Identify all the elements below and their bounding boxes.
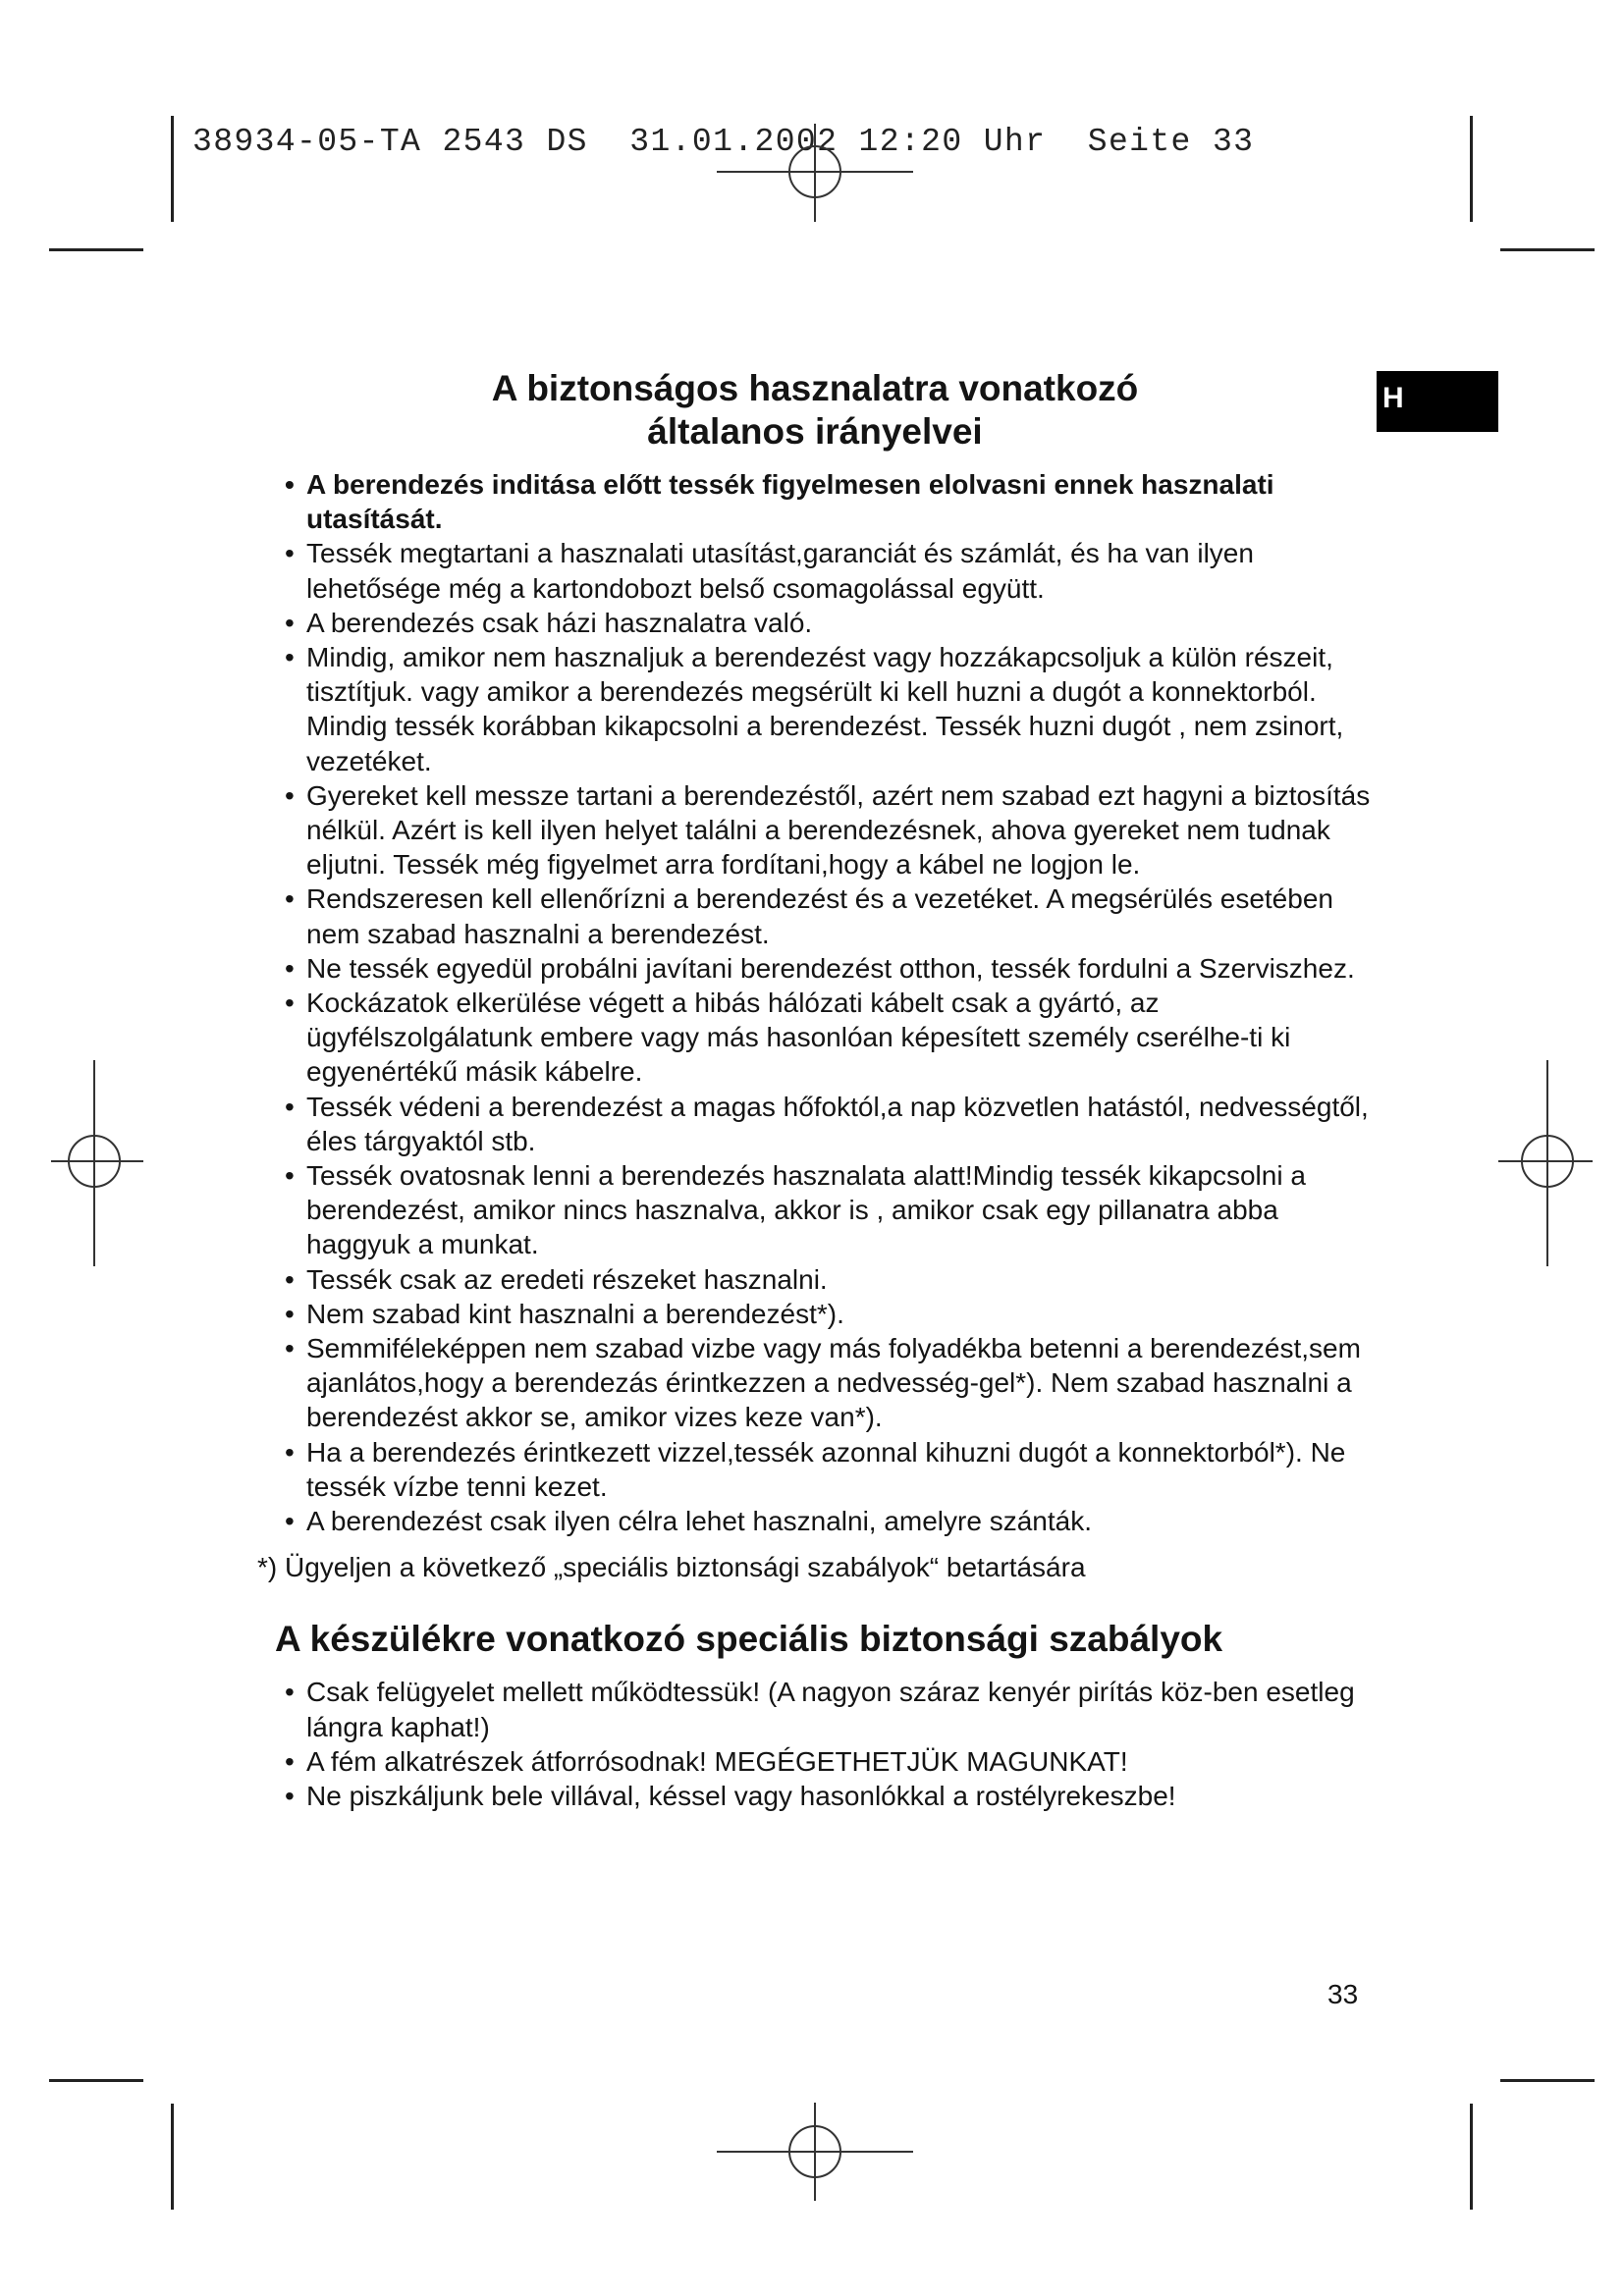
bullet-icon: • [285, 1298, 295, 1329]
bullet-icon: • [285, 1333, 295, 1364]
crop-mark-bottom-left-vertical [171, 2104, 174, 2210]
list-item-text: Gyereket kell messze tartani a berendezéstől, azért nem szabad ezt hagyni a biztosítás nélkül. Azért is kell ilyen helyet találni a berendezésnek, ahova gyereket nem tudnak eljutni. Tessék még figyelmet arra fordítani,hogy a kábel ne logjon le. [306, 779, 1371, 881]
list-item-text: Tessék megtartani a hasznalati utasítást,garanciát és számlát, és ha van ilyen lehetősége még a kartondobozt belső csomagolással együtt. [306, 538, 1254, 604]
list-item-text: A fém alkatrészek átforrósodnak! MEGÉGETHETJÜK MAGUNKAT! [306, 1745, 1128, 1777]
bullet-icon: • [285, 1160, 295, 1192]
list-item [285, 1779, 1375, 1813]
bullet-icon: • [285, 779, 295, 811]
list-item-text: Rendszeresen kell ellenőrízni a berendezést és a vezetéket. A megsérülés esetében nem szabad hasznalni a berendezést. [306, 883, 1333, 949]
print-slug: 38934-05-TA 2543 DS 31.01.2002 12:20 Uhr Seite 33 [192, 124, 1255, 160]
crop-mark-top-left-vertical [171, 116, 174, 222]
list-item [285, 1331, 1375, 1435]
page-number: 33 [1327, 1979, 1359, 2009]
list-item [285, 1297, 1375, 1331]
crop-mark-top-right-vertical [1470, 116, 1473, 222]
registration-mark-bottom-icon [707, 2101, 923, 2209]
bullet-icon: • [285, 1091, 295, 1122]
list-item [285, 986, 1375, 1090]
registration-mark-right-icon [1490, 1055, 1598, 1271]
list-item [285, 606, 1375, 640]
section1-title [255, 367, 1375, 454]
list-item [285, 536, 1375, 605]
section1-bullet-list [255, 467, 1375, 1538]
bullet-icon: • [285, 1506, 295, 1537]
list-item-text: Semmiféleképpen nem szabad vizbe vagy más folyadékba betenni a berendezést,sem ajanlátos,hogy a berendezás érintkezzen a nedvesség-gel*). Nem szabad hasznalni a berendezést akkor se, amikor vizes keze van*). [306, 1333, 1361, 1433]
list-item [285, 1435, 1375, 1504]
bullet-icon: • [285, 538, 295, 569]
list-item [285, 1744, 1375, 1779]
list-item-text: Tessék védeni a berendezést a magas hőfoktól,a nap közvetlen hatástól, nedvességtől, éles tárgyaktól stb. [306, 1091, 1369, 1156]
list-item-text: Csak felügyelet mellett működtessük! (A nagyon száraz kenyér pirítás köz-ben esetleg lángra kaphat!) [306, 1677, 1355, 1742]
list-item [285, 881, 1375, 950]
bullet-icon: • [285, 1745, 295, 1777]
list-item-text: Tessék csak az eredeti részeket hasznalni. [306, 1263, 828, 1295]
registration-mark-left-icon [43, 1055, 151, 1271]
section1-title-line1: A biztonságos hasznalatra vonatkozó [491, 368, 1139, 408]
crop-mark-top-right-horizontal [1500, 248, 1595, 251]
list-item [285, 1504, 1375, 1538]
section2-bullet-list [255, 1675, 1375, 1813]
list-item [285, 640, 1375, 778]
bullet-icon: • [285, 1780, 295, 1811]
list-item [285, 1262, 1375, 1297]
list-item-text: A berendezést csak ilyen célra lehet hasznalni, amelyre szánták. [306, 1506, 1092, 1537]
crop-mark-bottom-right-horizontal [1500, 2079, 1595, 2082]
list-item-text: Ne tessék egyedül probálni javítani berendezést otthon, tessék fordulni a Szerviszhez. [306, 952, 1355, 984]
bullet-icon: • [285, 1263, 295, 1295]
list-item [285, 951, 1375, 986]
crop-mark-bottom-right-vertical [1470, 2104, 1473, 2210]
list-item [285, 467, 1375, 536]
bullet-icon: • [285, 952, 295, 984]
bullet-icon: • [285, 469, 295, 500]
list-item-text: Tessék ovatosnak lenni a berendezés hasznalata alatt!Mindig tessék kikapcsolni a berendezést, amikor nincs hasznalva, akkor is , amikor csak egy pillanatra abba haggyuk a munkat. [306, 1160, 1306, 1260]
crop-mark-top-left-horizontal [49, 248, 143, 251]
list-item-text: Kockázatok elkerülése végett a hibás hálózati kábelt csak a gyártó, az ügyfélszolgálatunk embere vagy más hasonlóan képesített személy cserélhe-ti ki egyenértékű másik kábelre. [306, 988, 1291, 1088]
list-item [285, 1675, 1375, 1743]
list-item-text: Ha a berendezés érintkezett vizzel,tessék azonnal kihuzni dugót a konnektorból*). Ne tessék vízbe tenni kezet. [306, 1436, 1346, 1502]
list-item [285, 1158, 1375, 1262]
list-item-text: Nem szabad kint hasznalni a berendezést*). [306, 1298, 844, 1329]
list-item-text: Mindig, amikor nem hasznaljuk a berendezést vagy hozzákapcsoljuk a külön részeit, tisztítjuk. vagy amikor a berendezés megsérült ki kell huzni a dugót a konnektorból. Mindig tessék korábban kikapcsolni a berendezést. Tessék huzni dugót , nem zsinort, vezetéket. [306, 642, 1344, 776]
bullet-icon: • [285, 1677, 295, 1708]
section2-title: A készülékre vonatkozó speciális biztonsági szabályok [275, 1619, 1223, 1660]
section1-title-line2: általanos irányelvei [647, 411, 983, 452]
list-item [285, 1090, 1375, 1158]
language-tab: H [1377, 371, 1498, 432]
crop-mark-bottom-left-horizontal [49, 2079, 143, 2082]
bullet-icon: • [285, 1436, 295, 1468]
footnote: *) Ügyeljen a következő „speciális biztonsági szabályok“ betartására [257, 1552, 1086, 1583]
list-item-text: A berendezés inditása előtt tessék figyelmesen elolvasni ennek hasznalati utasítását. [306, 469, 1274, 535]
list-item-text: A berendezés csak házi hasznalatra való. [306, 607, 813, 638]
registration-mark-top-icon [707, 116, 923, 224]
bullet-icon: • [285, 607, 295, 638]
main-content [255, 367, 1375, 1813]
bullet-icon: • [285, 988, 295, 1019]
list-item-text: Ne piszkáljunk bele villával, késsel vagy hasonlókkal a rostélyrekeszbe! [306, 1780, 1176, 1811]
bullet-icon: • [285, 642, 295, 673]
list-item [285, 778, 1375, 882]
bullet-icon: • [285, 883, 295, 915]
